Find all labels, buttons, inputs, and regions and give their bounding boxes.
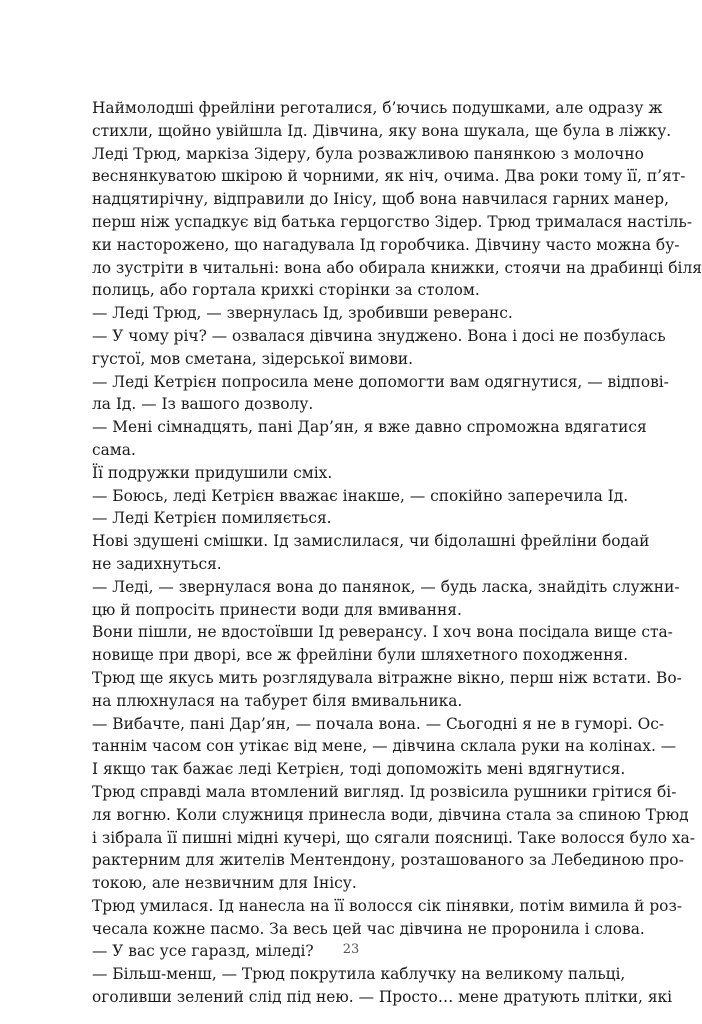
text-line: цю й попросіть принести води для вмивання.: [92, 600, 462, 619]
text-line: — Леді Кетрієн помиляється.: [92, 509, 332, 528]
text-line: — Леді, — звернулася вона до панянок, — будь ласка, знайдіть служни-: [92, 577, 680, 596]
text-line: веснянкуватою шкірою й чорними, як ніч, очима. Два роки тому її, п’ят-: [92, 167, 686, 186]
text-line: — Леді Трюд, — звернулась Ід, зробивши реверанс.: [92, 304, 513, 323]
text-line: Трюд ще якусь мить розглядувала вітражне вікно, перш ніж встати. Во-: [92, 668, 682, 687]
text-line: Її подружки придушили сміх.: [92, 463, 333, 482]
text-line: ля вогню. Коли служниця принесла води, дівчина стала за спиною Трюд: [92, 805, 689, 824]
text-line: — Більш-менш, — Трюд покрутила каблучку на великому пальці,: [92, 965, 626, 984]
text-line: рактерним для жителів Ментендону, розташованого за Лебединою про-: [92, 851, 684, 870]
text-line: полиць, або гортала крихкі сторінки за столом.: [92, 281, 480, 300]
text-line: І якщо так бажає леді Кетрієн, тоді допоможіть мені вдягнутися.: [92, 760, 626, 779]
text-line: надцятирічну, відправили до Інісу, щоб вона навчилася гарних манер,: [92, 190, 670, 209]
text-line: стихли, щойно увійшла Ід. Дівчина, яку вона шукала, ще була в ліжку.: [92, 121, 672, 140]
text-line: — У вас усе гаразд, міледі?: [92, 942, 314, 961]
text-line: Вони пішли, не вдостоївши Ід реверансу. І хоч вона посідала вище ста-: [92, 623, 673, 642]
text-line: густої, мов сметана, зідерської вимови.: [92, 349, 414, 368]
text-line: не задихнуться.: [92, 554, 222, 573]
text-line: сама.: [92, 440, 136, 459]
text-line: Наймолодші фрейліни реготалися, б’ючись подушками, але одразу ж: [92, 99, 663, 117]
text-line: ла Ід. — Із вашого дозволу.: [92, 395, 314, 414]
text-line: оголивши зелений слід під нею. — Просто… мене дратують плітки, які: [92, 988, 673, 1007]
text-line: Трюд умилася. Ід нанесла на її волосся сік пінявки, потім вимила й роз-: [92, 896, 683, 915]
text-line: Трюд справді мала втомлений вигляд. Ід розвісила рушники грітися бі-: [92, 782, 677, 801]
text-line: Нові здушені смішки. Ід замислилася, чи бідолашні фрейліни бодай: [92, 532, 650, 551]
text-line: на плюхнулася на табурет біля вмивальника.: [92, 691, 463, 710]
page-number: 23: [342, 942, 360, 957]
text-line: токою, але незвичним для Інісу.: [92, 874, 357, 893]
text-line: перш ніж успадкує від батька герцогство Зідер. Трюд трималася настіль-: [92, 212, 693, 231]
text-line: — Вибачте, пані Дар’ян, — почала вона. — Сьогодні я не в гуморі. Ос-: [92, 714, 665, 733]
text-line: — Мені сімнадцять, пані Дар’ян, я вже давно спроможна вдягатися: [92, 418, 647, 437]
text-line: і зібрала її пишні мідні кучері, що сягали поясниці. Таке волосся було ха-: [92, 828, 695, 847]
text-line: ки насторожено, що нагадувала Ід горобчика. Дівчину часто можна бу-: [92, 235, 680, 254]
text-line: — Леді Кетрієн попросила мене допомогти вам одягнутися, — відпові-: [92, 372, 669, 391]
text-line: таннім часом сон утікає від мене, — дівчина склала руки на колінах. —: [92, 737, 677, 756]
text-line: ло зустріти в читальні: вона або обирала книжки, стоячи на драбинці біля: [92, 258, 702, 277]
text-line: новище при дворі, все ж фрейліни були шляхетного походження.: [92, 646, 629, 665]
text-line: — Боюсь, леді Кетрієн вважає інакше, — спокійно заперечила Ід.: [92, 486, 629, 505]
text-line: — У чому річ? — озвалася дівчина знуджено. Вона і досі не позбулась: [92, 326, 666, 345]
text-line: чесала кожне пасмо. За весь цей час дівчина не проронила і слова.: [92, 919, 645, 938]
text-line: Леді Трюд, маркіза Зідеру, була розважливою панянкою з молочно: [92, 144, 644, 163]
body-text: [92, 97, 702, 1009]
